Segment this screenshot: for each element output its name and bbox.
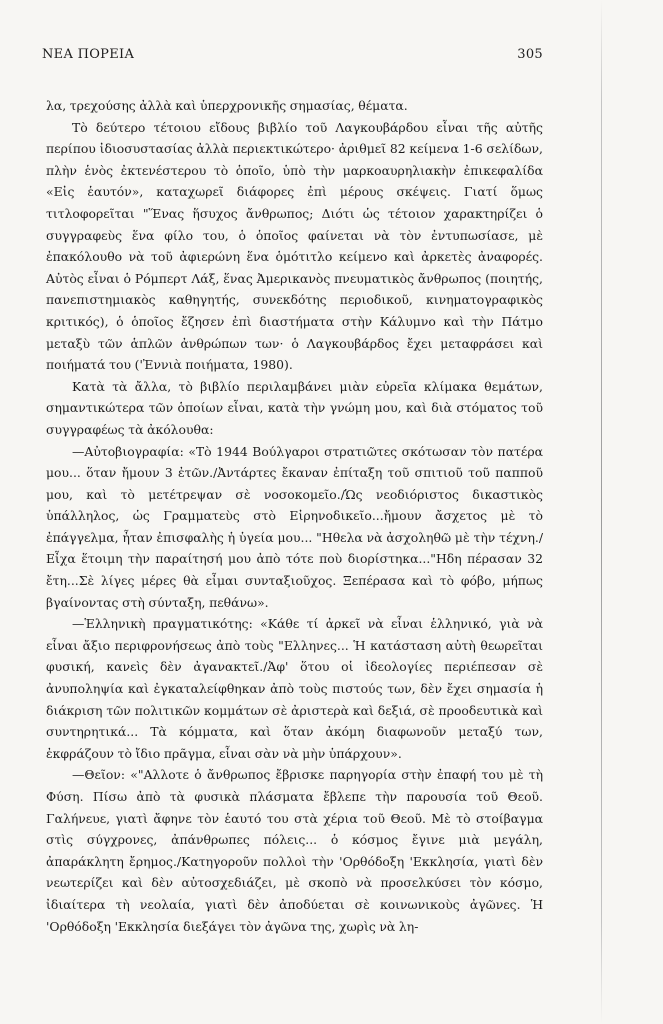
- page-number: 305: [517, 47, 543, 62]
- paragraph: —Αὐτοβιογραφία: «Τὸ 1944 Βούλγαροι στρατιῶτες σκότωσαν τὸν πατέρα μου... ὅταν ἤμουν 3 ἐτῶν./Ἀντάρτες ἔκαναν ἐπίταξη τοῦ σπιτιοῦ τοῦ παπποῦ μου, καὶ τὸ μετέτρεψαν σὲ νοσοκομεῖο./Ὡς νεοδιόριστος δικαστικὸς ὑπάλληλος, ὡς Γραμματεὺς στὸ Εἰρηνοδικεῖο...ἤμουν ἄσχετος μὲ τὸ ἐπάγγελμα, ἦταν ἐπισφαλὴς ἡ ὑγεία μου... "Ηθελα νὰ ἀσχοληθῶ μὲ τὴν τέχνη./Εἶχα ἕτοιμη τὴν παραίτησή μου ἀπὸ τότε ποὺ διορίστηκα..."Ηδη πέρασαν 32 ἔτη...Σὲ λίγες μέρες θὰ εἶμαι συνταξιοῦχος. Ξεπέρασα καὶ τὸ φόβο, μήπως βγαίνοντας στὴ σύνταξη, πεθάνω».: [46, 443, 543, 610]
- journal-title: ΝΕΑ ΠΟΡΕΙΑ: [42, 47, 135, 62]
- running-header: [42, 47, 543, 67]
- paragraph: —Θεῖον: «"Αλλοτε ὁ ἄνθρωπος ἔβρισκε παρηγορία στὴν ἐπαφή του μὲ τὴ Φύση. Πίσω ἀπὸ τὰ φυσικὰ πλάσματα ἔβλεπε τὴν παρουσία τοῦ Θεοῦ. Γαλήνευε, γιατὶ ἄφηνε τὸν ἑαυτό του στὰ χέρια τοῦ Θεοῦ. Μὲ τὸ στοίβαγμα στὶς σύγχρονες, ἀπάνθρωπες πόλεις... ὁ κόσμος ἔγινε μιὰ μεγάλη, ἀπαράκλητη ἔρημος./Κατηγοροῦν πολλοὶ τὴν 'Ορθόδοξη 'Εκκλησία, γιατὶ δὲν νεωτερίζει καὶ δὲν αὐτοσχεδιάζει, μὲ σκοπὸ νὰ προσελκύσει τὸν κόσμο, ἰδιαίτερα τὴ νεολαία, γιατὶ δὲν ἀποδύεται σὲ κοινωνικοὺς ἀγῶνες. Ἡ 'Ορθόδοξη 'Εκκλησία διεξάγει τὸν ἀγῶνα της, χωρὶς νὰ λη-: [46, 767, 543, 934]
- paragraph: λα, τρεχούσης ἀλλὰ καὶ ὑπερχρονικῆς σημασίας, θέματα.: [46, 98, 408, 113]
- paragraph: Κατὰ τὰ ἄλλα, τὸ βιβλίο περιλαμβάνει μιὰν εὐρεῖα κλίμακα θεμάτων, σημαντικώτερα τῶν ὁποίων εἶναι, κατὰ τὴν γνώμη μου, καὶ διὰ στόματος τοῦ συγγραφέως τὰ ἀκόλουθα:: [46, 378, 543, 437]
- paragraph: —Ἑλληνικὴ πραγματικότης: «Κάθε τί ἀρκεῖ νὰ εἶναι ἑλληνικό, γιὰ νὰ εἶναι ἄξιο περιφρονήσεως ἀπὸ τοὺς "Ελληνες... Ἡ κατάσταση αὐτὴ θεωρεῖται φυσική, κανεὶς δὲν ἀγανακτεῖ./Ἀφ' ὅτου οἱ ἰδεολογίες περιέπεσαν σὲ ἀνυποληψία καὶ ἐγκαταλείφθηκαν ἀπὸ τοὺς πιστούς των, δὲν ἔχει σημασία ἡ διάκριση τῶν πολιτικῶν κομμάτων σὲ ἀριστερὰ καὶ δεξιά, σὲ προοδευτικὰ καὶ συντηρητικά... Τὰ κόμματα, καὶ ὅταν ἀκόμη διαφωνοῦν μεταξύ των, ἐκφράζουν τὸ ἴδιο πρᾶγμα, εἶναι σὰν νὰ μὴν ὑπάρχουν».: [46, 616, 543, 761]
- body-text: [46, 95, 543, 937]
- scan-edge-shadow: [601, 0, 602, 1024]
- paragraph: Τὸ δεύτερο τέτοιου εἴδους βιβλίο τοῦ Λαγκουβάρδου εἶναι τῆς αὐτῆς περίπου ἰδιοσυστασίας ἀλλὰ περιεκτικώτερο· ἀριθμεῖ 82 κείμενα 1-6 σελίδων, πλὴν ἑνὸς ἐκτενέστερου τὸ ὁποῖο, ὑπὸ τὴν μαρκοαυρηλιακὴν ἐπικεφαλίδα «Εἰς ἑαυτόν», καταχωρεῖ διάφορες ἐπὶ μέρους σκέψεις. Γιατί ὅμως τιτλοφορεῖται "Ἕνας ἥσυχος ἄνθρωπος; Διότι ὡς τέτοιον χαρακτηρίζει ὁ συγγραφεὺς ἕνα φίλο του, ὁ ὁποῖος φαίνεται νὰ τὸν ἐντυπωσίασε, μὲ ἐπακόλουθο νὰ τοῦ ἀφιερώνη ἕνα ὁμότιτλο κείμενο καὶ ἀρκετὲς ἀναφορές. Αὐτὸς εἶναι ὁ Ρόμπερτ Λάξ, ἕνας Ἀμερικανὸς πνευματικὸς ἄνθρωπος (ποιητής, πανεπιστημιακὸς καθηγητής, συνεκδότης περιοδικοῦ, κινηματογραφικὸς κριτικός), ὁ ὁποῖος ἔζησεν ἐπὶ διαστήματα στὴν Κάλυμνο καὶ τὴν Πάτμο μεταξὺ τῶν ἁπλῶν ἀνθρώπων των· ὁ Λαγκουβάρδος ἔχει μεταφράσει καὶ ποιήματά του ('Ἐννιὰ ποιήματα, 1980).: [46, 119, 543, 373]
